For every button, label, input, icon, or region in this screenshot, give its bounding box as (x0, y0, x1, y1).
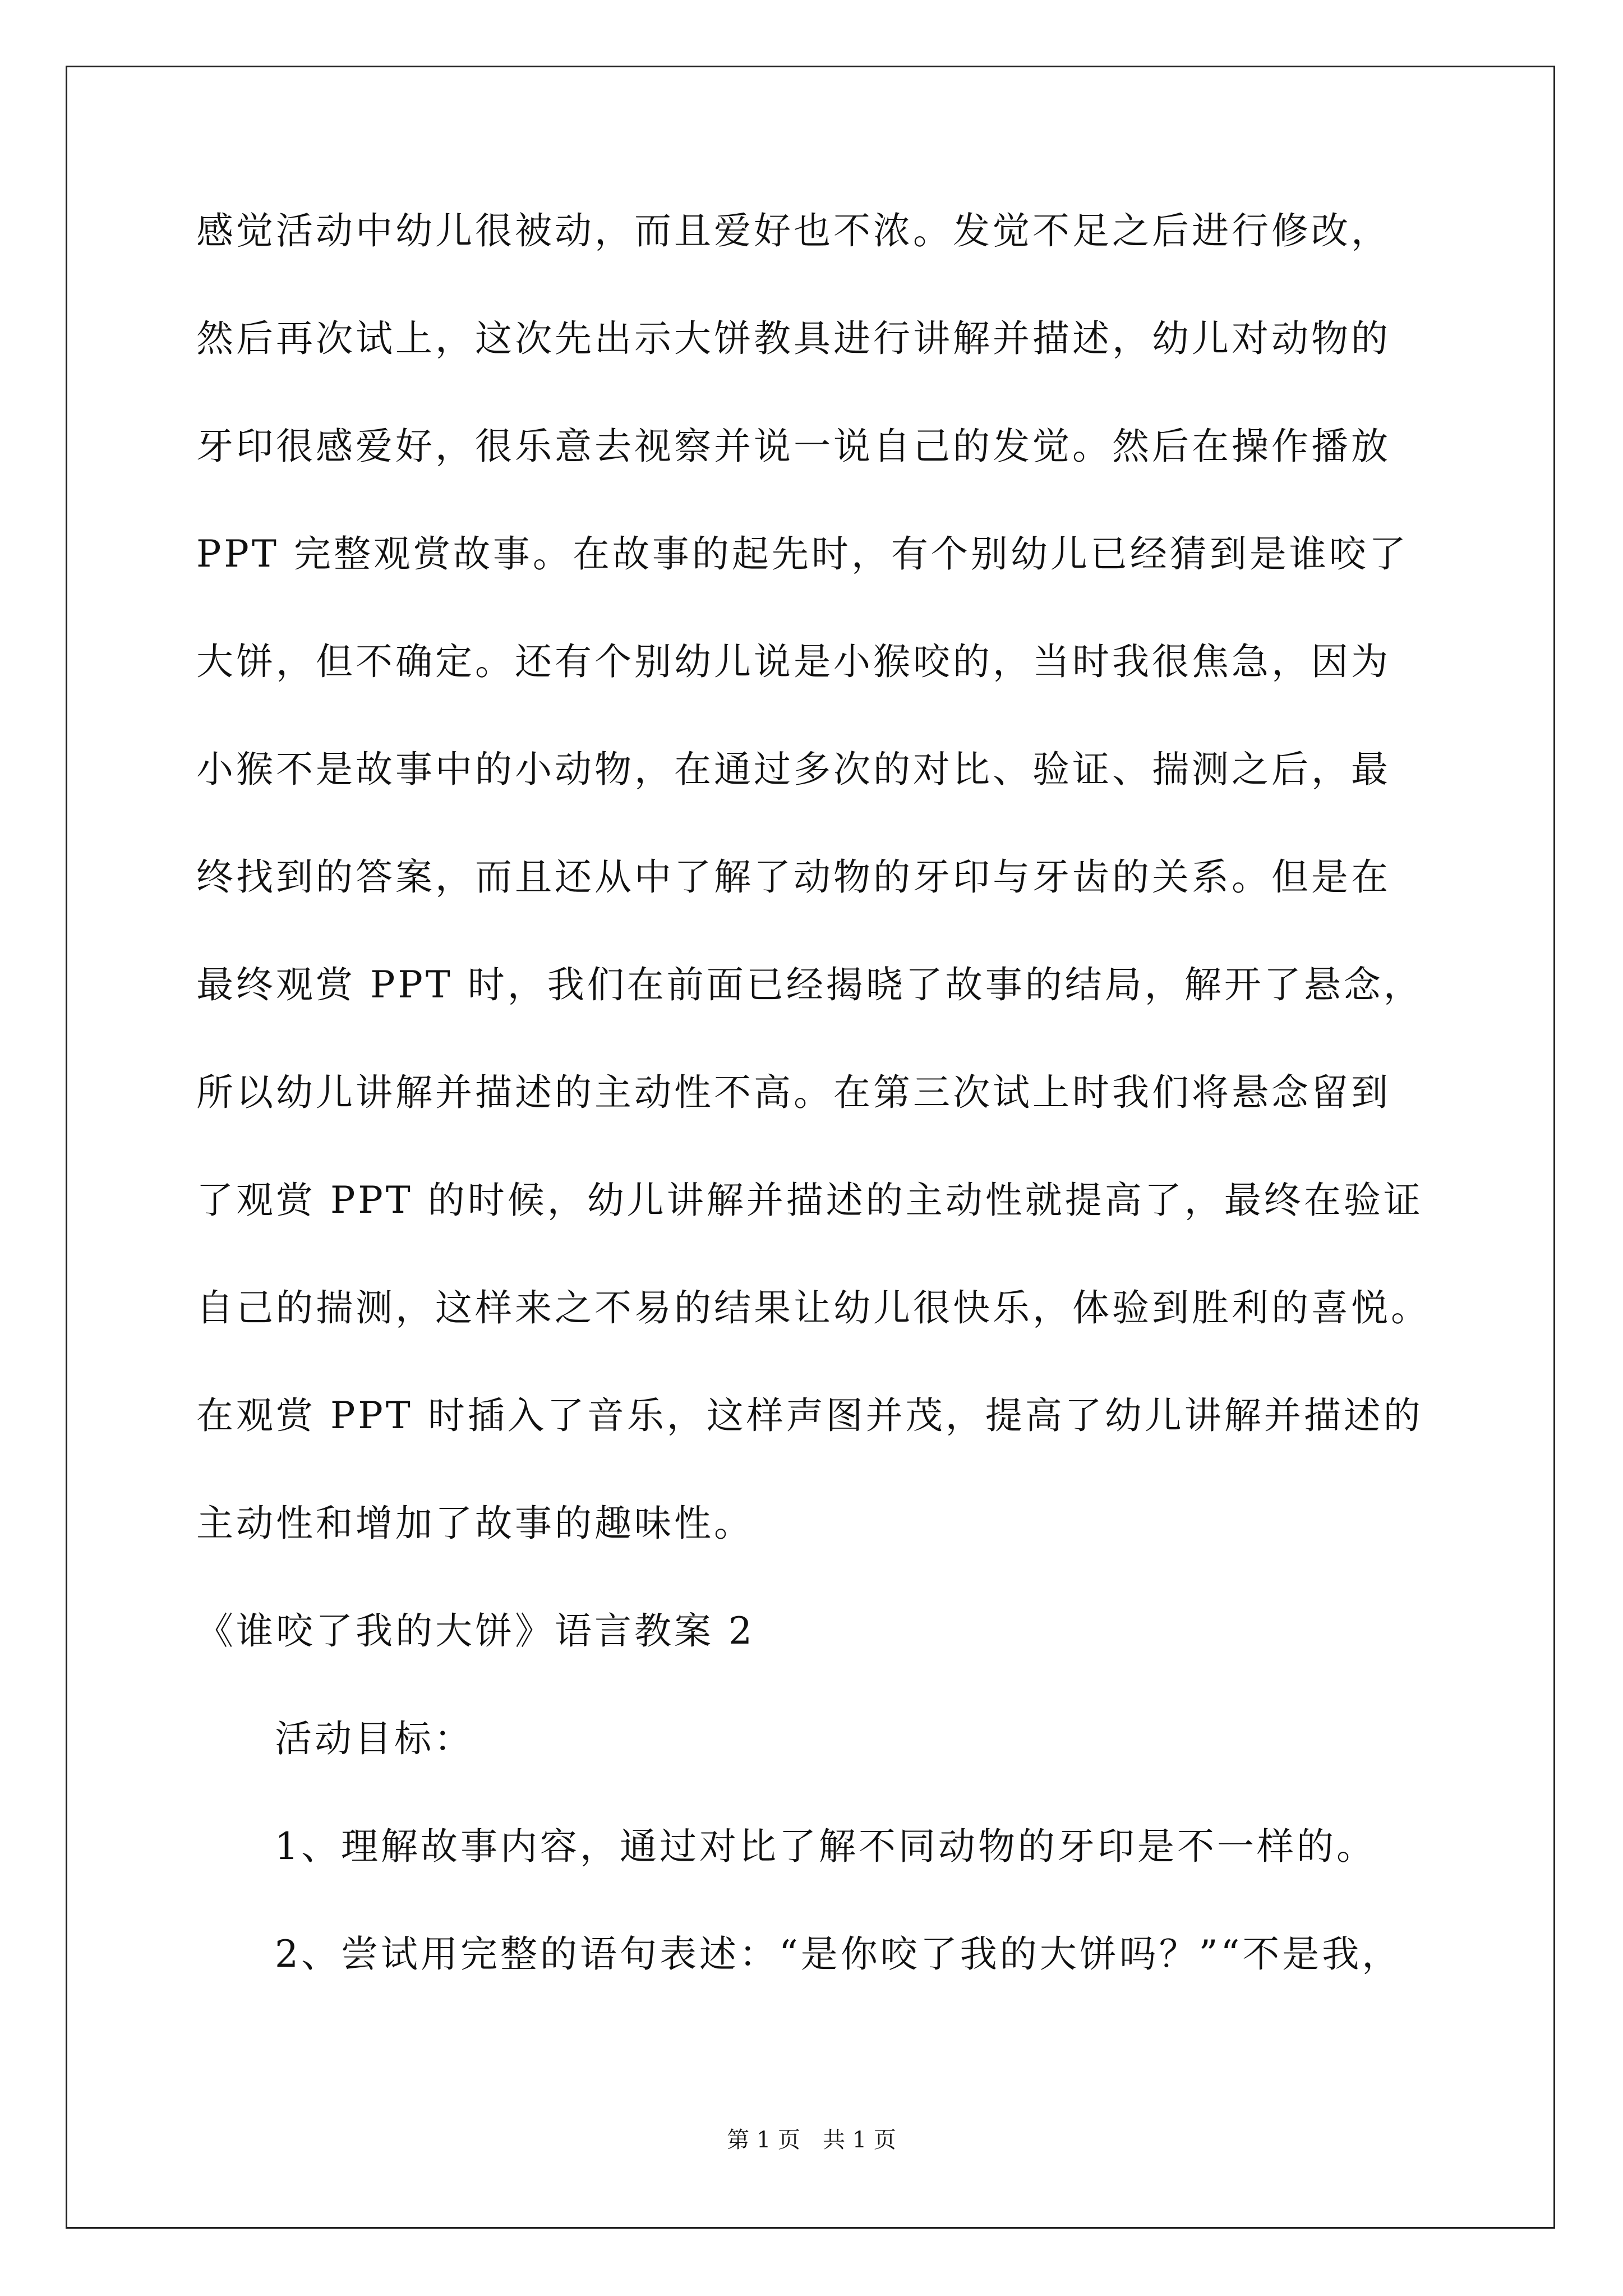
paragraph-line: 感觉活动中幼儿很被动，而且爱好也不浓。发觉不足之后进行修改， (196, 209, 1391, 252)
paragraph-line: 自己的揣测，这样来之不易的结果让幼儿很快乐，体验到胜利的喜悦。 (196, 1286, 1431, 1329)
paragraph-line: 小猴不是故事中的小动物，在通过多次的对比、验证、揣测之后，最 (196, 748, 1391, 791)
paragraph-line: 最终观赏 PPT 时，我们在前面已经揭晓了故事的结局，解开了悬念， (196, 963, 1423, 1006)
page-number: 第 1 页 共 1 页 (727, 2127, 896, 2153)
paragraph-line: 大饼，但不确定。还有个别幼儿说是小猴咬的，当时我很焦急，因为 (196, 640, 1391, 683)
subheading: 活动目标： (275, 1717, 474, 1760)
paragraph-line: 了观赏 PPT 的时候，幼儿讲解并描述的主动性就提高了，最终在验证 (196, 1179, 1423, 1222)
paragraph-line: 在观赏 PPT 时插入了音乐，这样声图并茂，提高了幼儿讲解并描述的 (196, 1394, 1423, 1437)
section-title: 《谁咬了我的大饼》语言教案 2 (196, 1609, 755, 1653)
paragraph-line: 然后再次试上，这次先出示大饼教具进行讲解并描述，幼儿对动物的 (196, 317, 1391, 360)
goal-item: 1、理解故事内容，通过对比了解不同动物的牙印是不一样的。 (275, 1825, 1376, 1868)
page-border (66, 66, 1555, 2229)
paragraph-line: 终找到的答案，而且还从中了解了动物的牙印与牙齿的关系。但是在 (196, 855, 1391, 899)
paragraph-line: 所以幼儿讲解并描述的主动性不高。在第三次试上时我们将悬念留到 (196, 1071, 1391, 1114)
goal-item: 2、尝试用完整的语句表述：“是你咬了我的大饼吗？”“不是我， (275, 1932, 1402, 1976)
paragraph-line: 牙印很感爱好，很乐意去视察并说一说自己的发觉。然后在操作播放 (196, 425, 1391, 468)
paragraph-line: PPT 完整观赏故事。在故事的起先时，有个别幼儿已经猜到是谁咬了 (196, 532, 1409, 576)
paragraph-line: 主动性和增加了故事的趣味性。 (196, 1502, 754, 1545)
